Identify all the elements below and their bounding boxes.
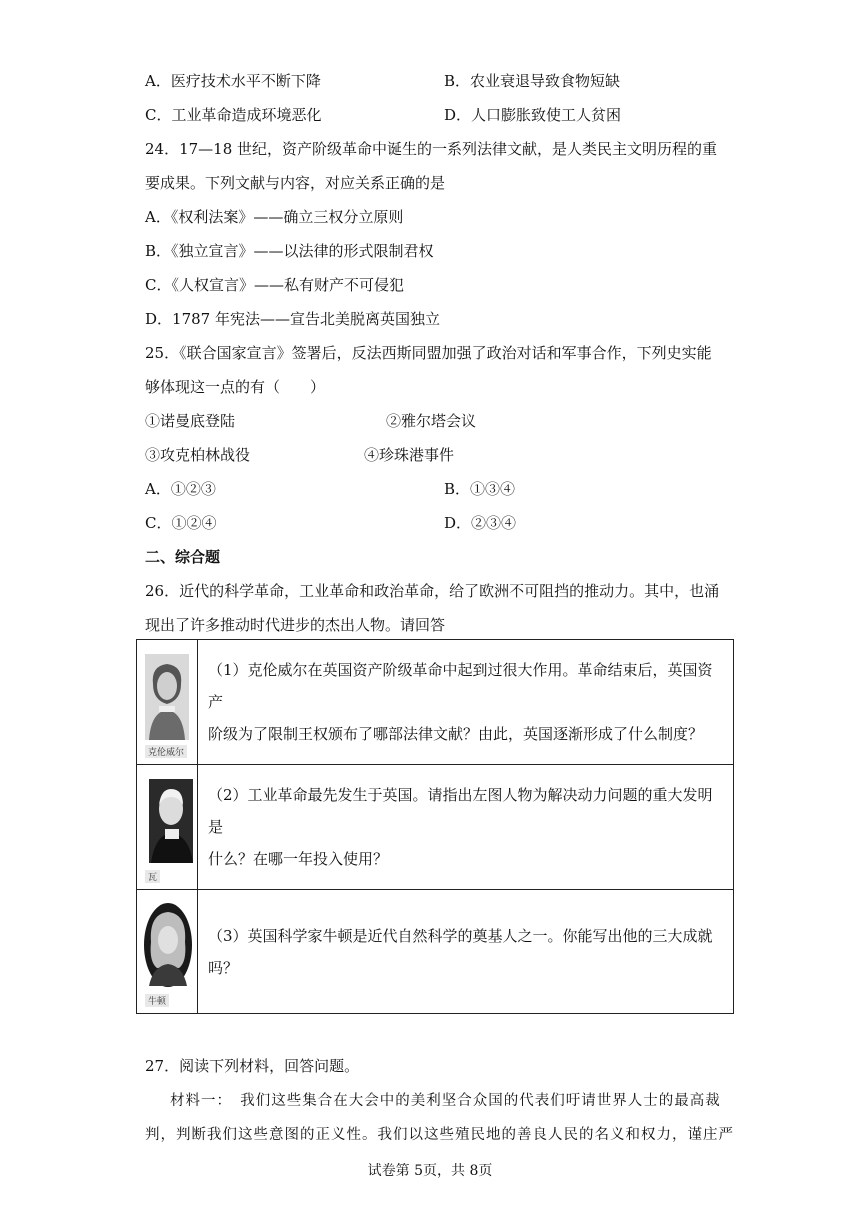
q24-stem-line1: 24．17—18 世纪，资产阶级革命中诞生的一系列法律文献，是人类民主文明历程的重: [145, 140, 718, 158]
q25-option-a: A．①②③: [145, 480, 216, 498]
q24-stem-line2: 要成果。下列文献与内容，对应关系正确的是: [145, 174, 446, 192]
q23-option-d: D．人口膨胀致使工人贫困: [444, 106, 622, 124]
q26-table: [136, 639, 734, 1014]
question-cell: [198, 640, 734, 765]
section-title: 二、综合题: [145, 548, 221, 566]
cromwell-portrait: [137, 640, 197, 764]
q25-stem-line2: 够体现这一点的有（ ）: [145, 378, 326, 396]
question-cell: [198, 890, 734, 1014]
portrait-cell: [137, 890, 198, 1014]
cromwell-portrait-image: [145, 654, 189, 740]
q23-option-c: C．工业革命造成环境恶化: [145, 106, 322, 124]
q26-2-line1: （2）工业革命最先发生于英国。请指出左图人物为解决动力问题的重大发明是: [208, 786, 713, 836]
portrait-cell: [137, 640, 198, 765]
q25-item-1: ①诺曼底登陆: [145, 412, 236, 430]
q27-stem: 27．阅读下列材料，回答问题。: [145, 1057, 360, 1075]
q26-3-line1: （3）英国科学家牛顿是近代自然科学的奠基人之一。你能写出他的三大成就: [208, 926, 713, 945]
q24-option-c: C．《人权宣言》——私有财产不可侵犯: [145, 276, 404, 294]
watt-portrait-image: [149, 779, 193, 863]
q25-option-c: C．①②④: [145, 514, 217, 532]
q27-material-line1: 材料一： 我们这些集合在大会中的美利坚合众国的代表们吁请世界人士的最高裁: [170, 1093, 721, 1109]
page-footer: 试卷第 5页，共 8页: [367, 1163, 493, 1179]
q23-option-b: B．农业衰退导致食物短缺: [444, 72, 621, 90]
q26-stem-line1: 26．近代的科学革命，工业革命和政治革命，给了欧洲不可阻挡的推动力。其中，也涌: [145, 582, 720, 600]
q25-item-2: ②雅尔塔会议: [386, 412, 477, 430]
newton-portrait-image: [143, 902, 193, 988]
q26-1-line2: 阶级为了限制王权颁布了哪部法律文献？由此，英国逐渐形成了什么制度？: [208, 725, 704, 743]
q24-option-b: B．《独立宣言》——以法律的形式限制君权: [145, 242, 434, 260]
q25-option-d: D．②③④: [444, 514, 517, 532]
q25-stem-line1: 25．《联合国家宣言》签署后，反法西斯同盟加强了政治对话和军事合作，下列史实能: [145, 344, 712, 362]
portrait-caption: 克伦威尔: [145, 745, 187, 758]
q24-option-d: D．1787 年宪法——宣告北美脱离英国独立: [145, 310, 440, 328]
portrait-cell: [137, 765, 198, 890]
q26-row: [137, 890, 734, 1014]
q25-item-3: ③攻克柏林战役: [145, 446, 251, 464]
q27-material-line2: 判，判断我们这些意图的正义性。我们以这些殖民地的善良人民的名义和权力，谨庄严: [145, 1127, 734, 1143]
watt-portrait: [137, 765, 197, 889]
q26-1-line1: （1）克伦威尔在英国资产阶级革命中起到过很大作用。革命结束后，英国资产: [208, 661, 713, 711]
portrait-caption: 牛顿: [145, 994, 169, 1007]
portrait-caption: 瓦: [145, 870, 160, 883]
question-cell: [198, 765, 734, 890]
newton-portrait: [137, 890, 197, 1013]
q26-stem-line2: 现出了许多推动时代进步的杰出人物。请回答: [145, 616, 446, 634]
q26-2-line2: 什么？在哪一年投入使用？: [208, 850, 389, 868]
q26-3-line2: 吗？: [208, 958, 239, 977]
q24-option-a: A．《权利法案》——确立三权分立原则: [145, 208, 404, 226]
q26-row: [137, 640, 734, 765]
q23-option-a: A．医疗技术水平不断下降: [145, 72, 321, 90]
q26-row: [137, 765, 734, 890]
q25-item-4: ④珍珠港事件: [364, 446, 455, 464]
q25-option-b: B．①③④: [444, 480, 516, 498]
